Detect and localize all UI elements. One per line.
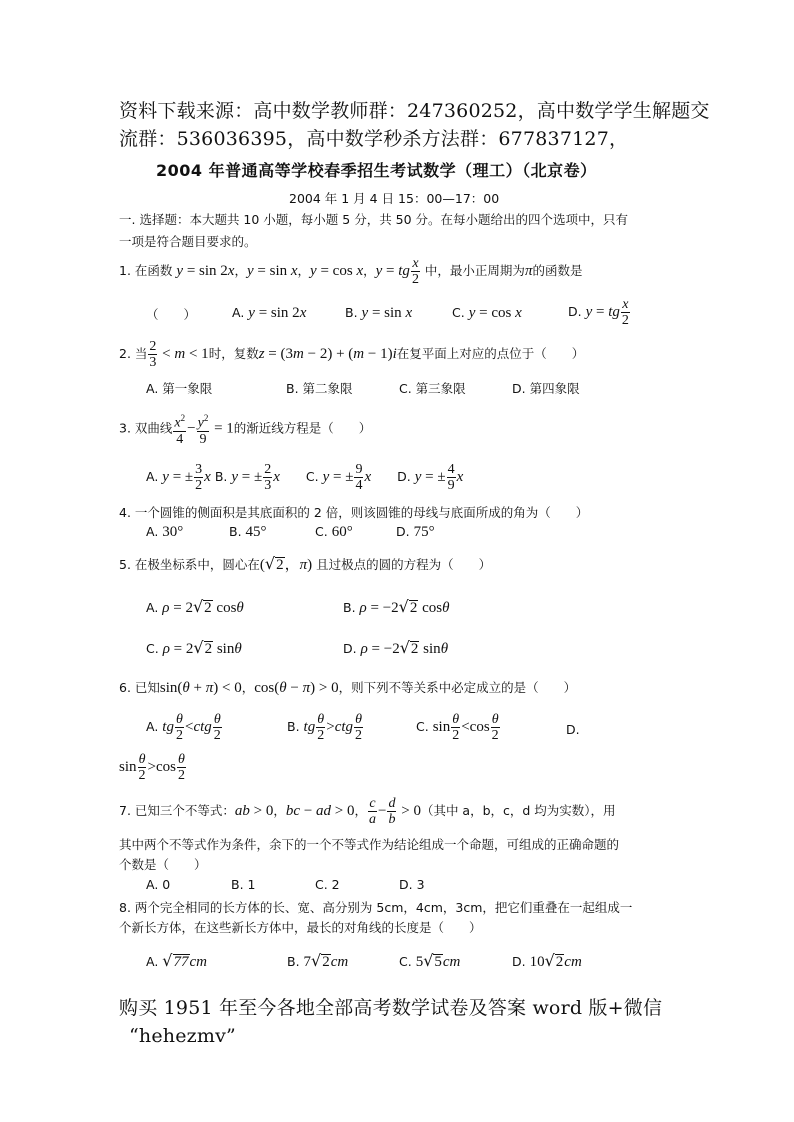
q2-option-b: B. 第二象限 — [286, 381, 353, 396]
q3-option-a: A. — [146, 469, 159, 484]
q7-option-c: C. 2 — [315, 877, 340, 892]
footer-line-1: 购买 1951 年至今各地全部高考数学试卷及答案 word 版+微信 — [119, 997, 663, 1019]
q7-line-2: 其中两个不等式作为条件，余下的一个不等式作为结论组成一个命题，可组成的正确命题的 — [119, 837, 620, 852]
q8-line-2: 个新长方体，在这些新长方体中，最长的对角线的长度是（ ） — [119, 920, 482, 935]
q5-option-b: B. ρ = −2√2 cosθ — [343, 597, 450, 616]
q2-option-d: D. 第四象限 — [512, 381, 580, 396]
q1-option-c: C. y = cos x — [452, 305, 522, 321]
q7-option-b: B. 1 — [231, 877, 256, 892]
q1-paren: （ ） — [146, 307, 197, 322]
q4-option-c: C. 60° — [315, 524, 353, 540]
q6-option-a: A. tg $\frac{\theta}{2}$ <ctg $\frac{\theta}{2}$ — [146, 712, 221, 743]
q3-option-c: C. — [305, 469, 319, 484]
q7-option-d: D. 3 — [399, 877, 425, 892]
question-1: 1. 在函数 y = sin 2x，y = sin x，y = cos x，y = tg $\frac{x}{2}$ 中，最小正周期为π的函数是 — [119, 256, 583, 287]
question-2: 2. 当 $\frac{2}{3}$ < m < 1时，复数z = (3m − 2) + (m − 1)i在复平面上对应的点位于（ ） — [119, 339, 585, 370]
section-line-2: 一项是符合题目要求的。 — [119, 234, 257, 249]
q3-option-b: B. — [214, 469, 228, 484]
q8-option-a: A. √77cm — [146, 951, 207, 970]
q7-option-a: A. 0 — [146, 877, 171, 892]
question-6: 6. 已知sin(θ + π) < 0，cos(θ − π) > 0，则下列不等关系中必定成立的是（ ） — [119, 680, 577, 696]
q2-option-c: C. 第三象限 — [399, 381, 466, 396]
q8-option-b: B. 7√2cm — [287, 951, 349, 970]
q6-option-c: C. sin $\frac{\theta}{2}$ <cos $\frac{\theta}{2}$ — [416, 712, 499, 743]
q7-line-3: 个数是（ ） — [119, 857, 207, 872]
q1-pre: 1. 在函数 — [119, 263, 173, 278]
q8-option-d: D. 10√2cm — [512, 951, 582, 970]
footer-line-2: “hehezmv” — [129, 1025, 236, 1047]
q1-option-a: A. y = sin 2x — [232, 305, 307, 321]
section-intro — [119, 211, 628, 251]
exam-title: 2004 年普通高等学校春季招生考试数学（理工）（北京卷） — [156, 161, 597, 180]
q6-option-d: sin $\frac{\theta}{2}$ >cos $\frac{\theta}{2}$ — [119, 752, 185, 783]
section-line-1: 一. 选择题：本大题共 10 小题，每小题 5 分，共 50 分。在每小题给出的四个选项中，只有 — [119, 212, 629, 227]
q8-line-1: 8. 两个完全相同的长方体的长、宽、高分别为 5cm，4cm，3cm，把它们重叠在一起组成一 — [119, 900, 633, 915]
q6-option-b: B. tg $\frac{\theta}{2}$ >ctg $\frac{\theta}{2}$ — [287, 712, 363, 743]
q4-option-a: A. 30° — [146, 524, 184, 540]
banner-line-2: 流群：536036395，高中数学秒杀方法群：677837127， — [119, 128, 629, 150]
q1-post: 的函数是 — [532, 263, 583, 278]
question-4: 4. 一个圆锥的侧面积是其底面积的 2 倍，则该圆锥的母线与底面所成的角为（ ） — [119, 505, 589, 520]
q3-option-d: D. — [397, 469, 411, 484]
question-7: 7. 已知三个不等式：ab > 0，bc − ad > 0， $\frac{c}{a}$ − $\frac{d}{b}$ > 0（其中 a，b，c，d 均为实数），用 — [119, 796, 616, 827]
q5-option-c: C. ρ = 2√2 sinθ — [146, 638, 242, 657]
q5-option-d: D. ρ = −2√2 sinθ — [343, 638, 449, 657]
q6-option-d-label: D. — [566, 722, 580, 737]
q1-mid: 中，最小正周期为 — [424, 263, 525, 278]
banner — [119, 97, 710, 153]
question-3: 3. 双曲线 $\frac{x^2}{4}$ − $\frac{y^2}{9}$ = 1的渐近线方程是（ ） — [119, 413, 372, 447]
footer-ad — [119, 994, 662, 1050]
q8-option-c: C. 5√5cm — [399, 951, 461, 970]
banner-line-1: 资料下载来源：高中数学教师群：247360252，高中数学学生解题交 — [119, 100, 710, 122]
q4-option-d: D. 75° — [396, 524, 435, 540]
q1-option-d: D. y = tg $\frac{x}{2}$ — [568, 297, 629, 328]
question-5: 5. 在极坐标系中，圆心在(√2，π) 且过极点的圆的方程为（ ） — [119, 554, 492, 573]
exam-date: 2004 年 1 月 4 日 15：00—17：00 — [289, 191, 500, 206]
q2-option-a: A. 第一象限 — [146, 381, 213, 396]
q1-option-b: B. y = sin x — [345, 305, 413, 321]
q4-option-b: B. 45° — [229, 524, 267, 540]
q5-option-a: A. ρ = 2√2 cosθ — [146, 597, 244, 616]
q3-options: A. y = ± $\frac{3}{2}$ x B. y = ± $\frac{2}{3}$ x C. y = ± $\frac{9}{4}$ x D. y = ± $\frac{4}{9}$ x — [146, 462, 464, 493]
